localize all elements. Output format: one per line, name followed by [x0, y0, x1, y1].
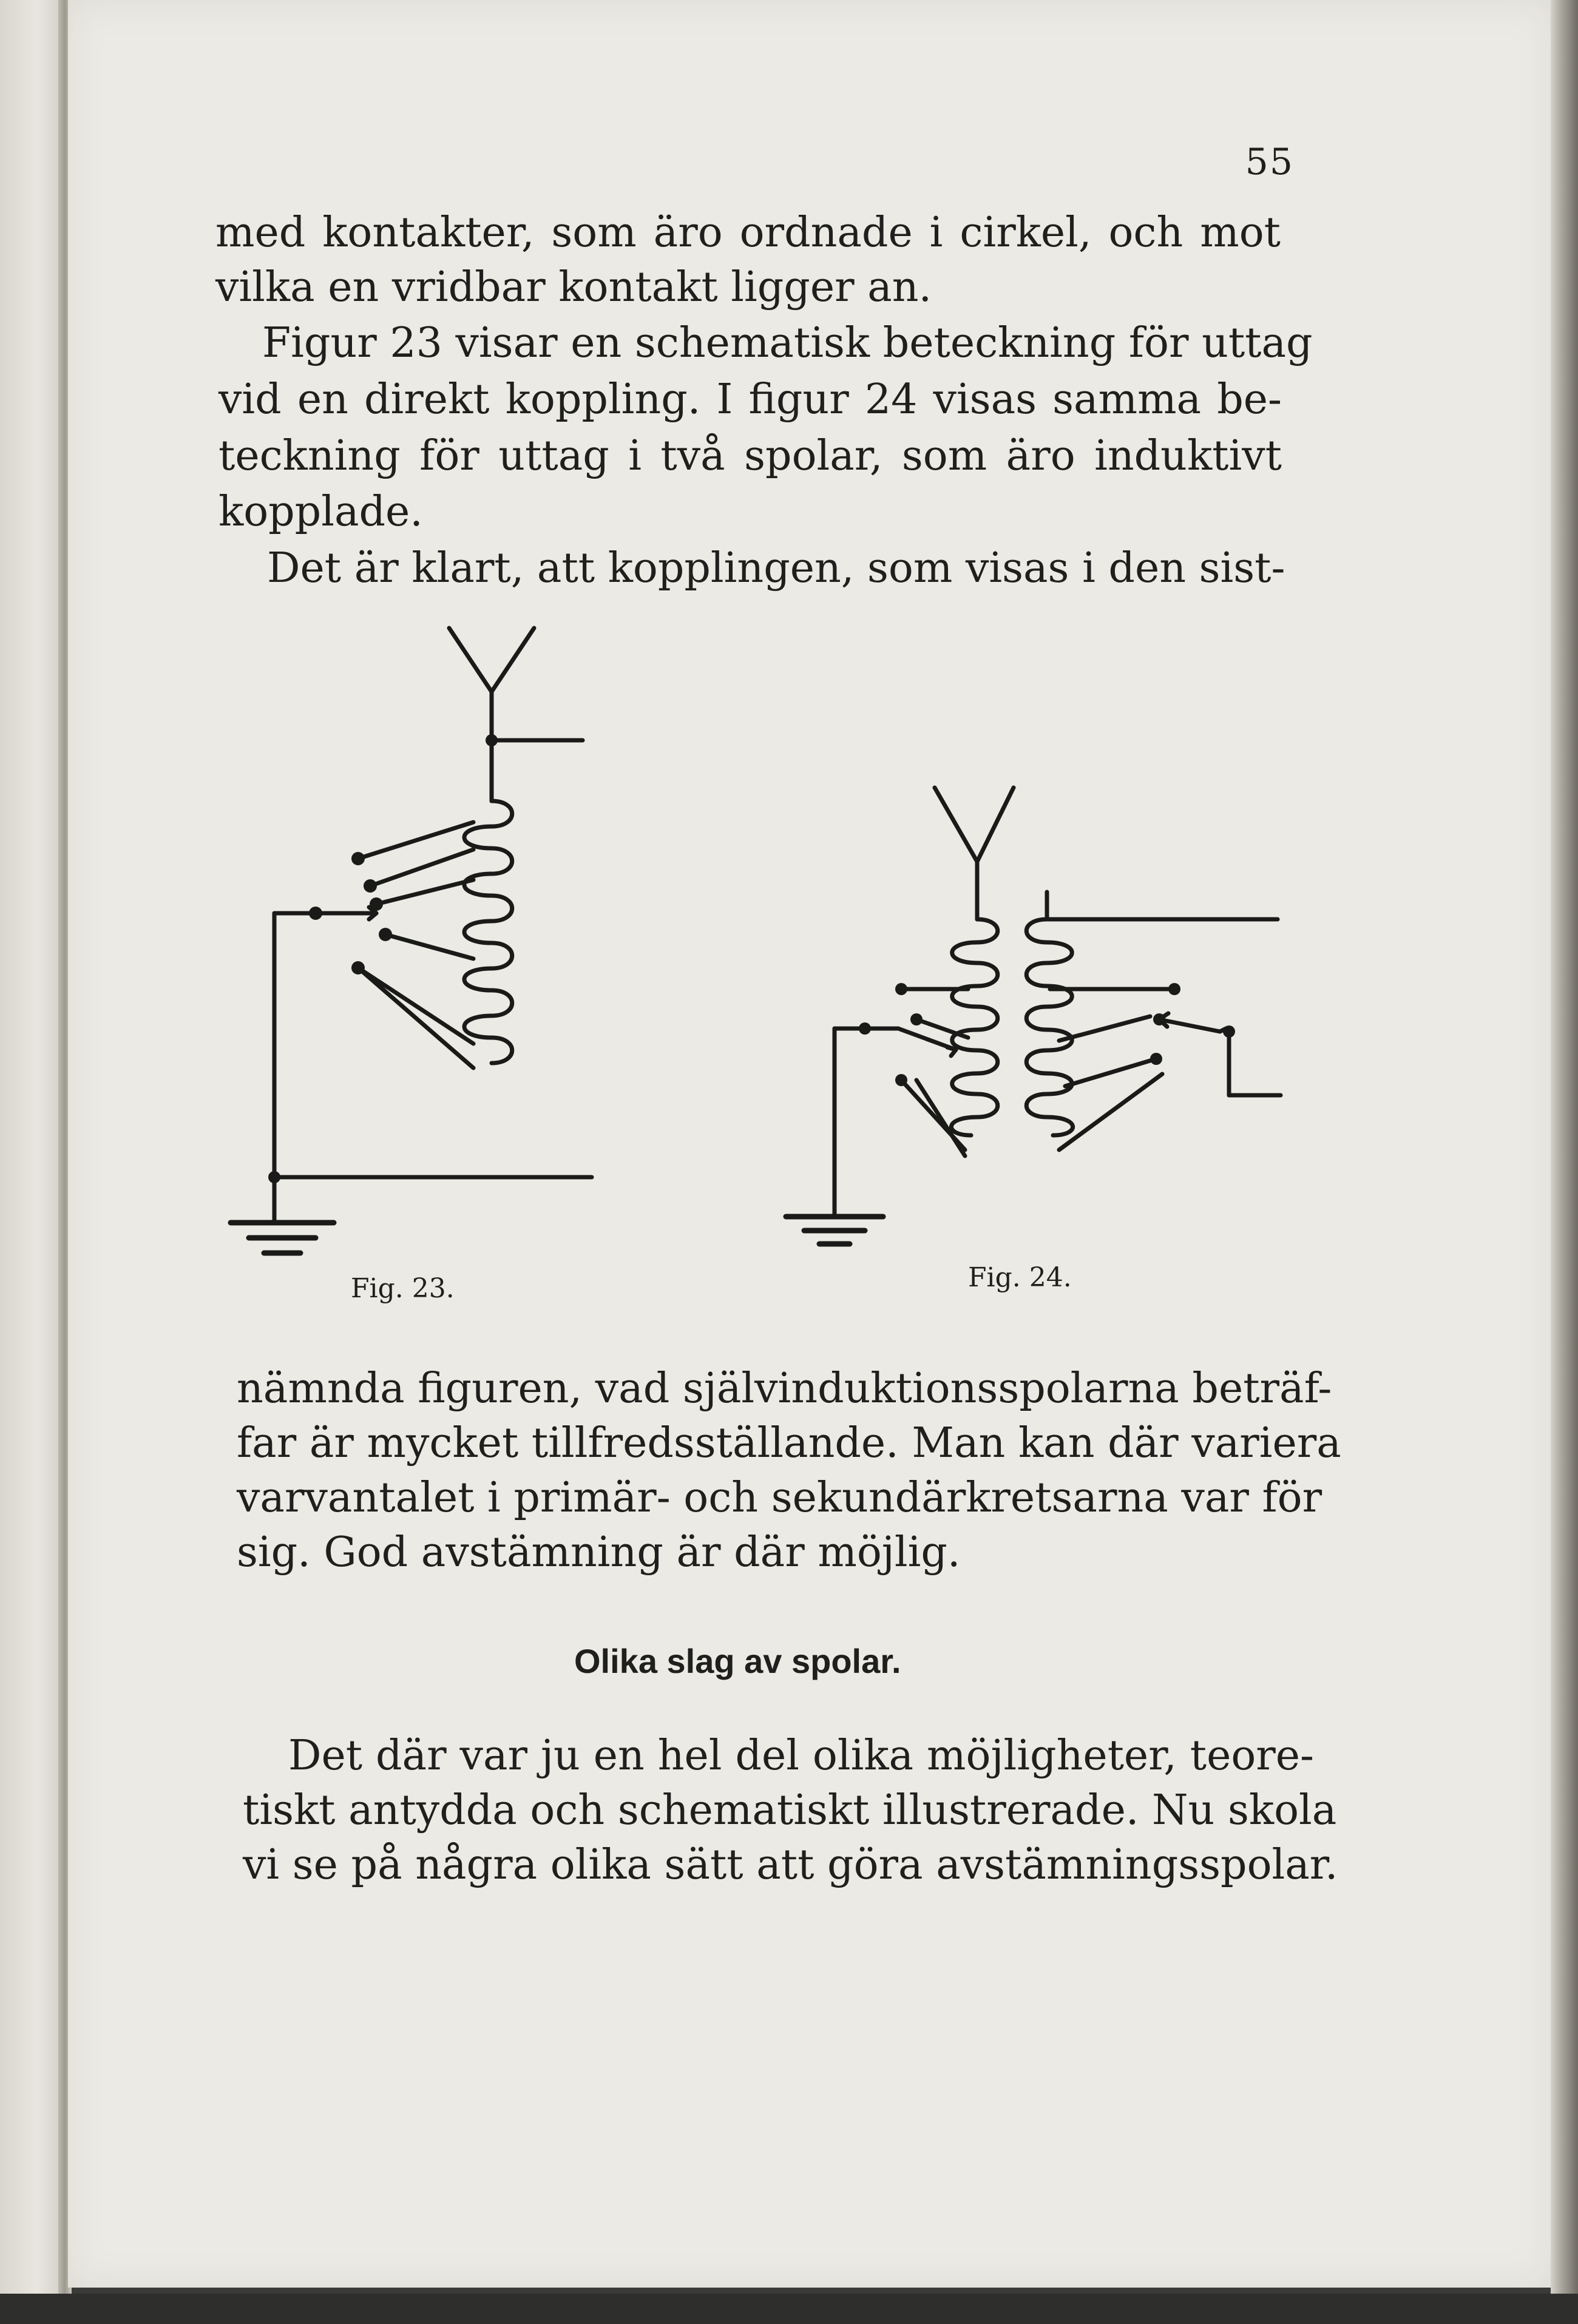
page-stack-edge — [1551, 0, 1578, 2300]
paragraph-3-line-1: Det är klart, att kopplingen, som visas i den sist- — [267, 544, 1285, 592]
antenna-icon — [935, 788, 1014, 862]
section-heading: Olika slag av spolar. — [574, 1642, 901, 1680]
primary-coil-icon — [951, 919, 997, 1135]
paragraph-4-line-1: nämnda figuren, vad självinduktionsspolarna beträf- — [237, 1365, 1332, 1413]
paragraph-2-line-1: Figur 23 visar en schematisk beteckning för uttag — [262, 319, 1313, 367]
antenna-icon — [449, 628, 534, 692]
paragraph-2-line-3: teckning för uttag i två spolar, som äro induktivt — [218, 432, 1282, 480]
background-strip — [0, 2294, 1578, 2324]
coil-icon — [464, 801, 512, 1063]
figure-23-diagram — [225, 619, 601, 1274]
secondary-coil-icon — [1026, 919, 1072, 1135]
paragraph-5-line-1: Det där var ju en hel del olika möjligheter, teore- — [288, 1732, 1314, 1780]
facing-page-edge — [0, 0, 67, 2300]
paragraph-4-line-3: varvantalet i primär- och sekundärkretsarna var för — [237, 1474, 1322, 1522]
paragraph-2-line-4: kopplade. — [218, 488, 423, 536]
page-number: 55 — [1245, 141, 1294, 183]
paragraph-4-line-4: sig. God avstämning är där möjlig. — [237, 1529, 961, 1576]
figure-24-caption: Fig. 24. — [968, 1262, 1072, 1293]
paragraph-5-line-3: vi se på några olika sätt att göra avstämningsspolar. — [243, 1841, 1338, 1889]
paragraph-5-line-2: tiskt antydda och schematiskt illustrerade. Nu skola — [243, 1786, 1337, 1834]
paragraph-1-line-1: med kontakter, som äro ordnade i cirkel, och mot — [215, 209, 1281, 257]
paragraph-2-line-2: vid en direkt koppling. I figur 24 visas samma be- — [218, 376, 1282, 424]
paragraph-4-line-2: far är mycket tillfredsställande. Man kan där variera — [237, 1419, 1341, 1467]
paragraph-1-line-2: vilka en vridbar kontakt ligger an. — [215, 263, 932, 311]
figure-23-caption: Fig. 23. — [351, 1273, 455, 1304]
figure-24-diagram — [780, 783, 1296, 1268]
